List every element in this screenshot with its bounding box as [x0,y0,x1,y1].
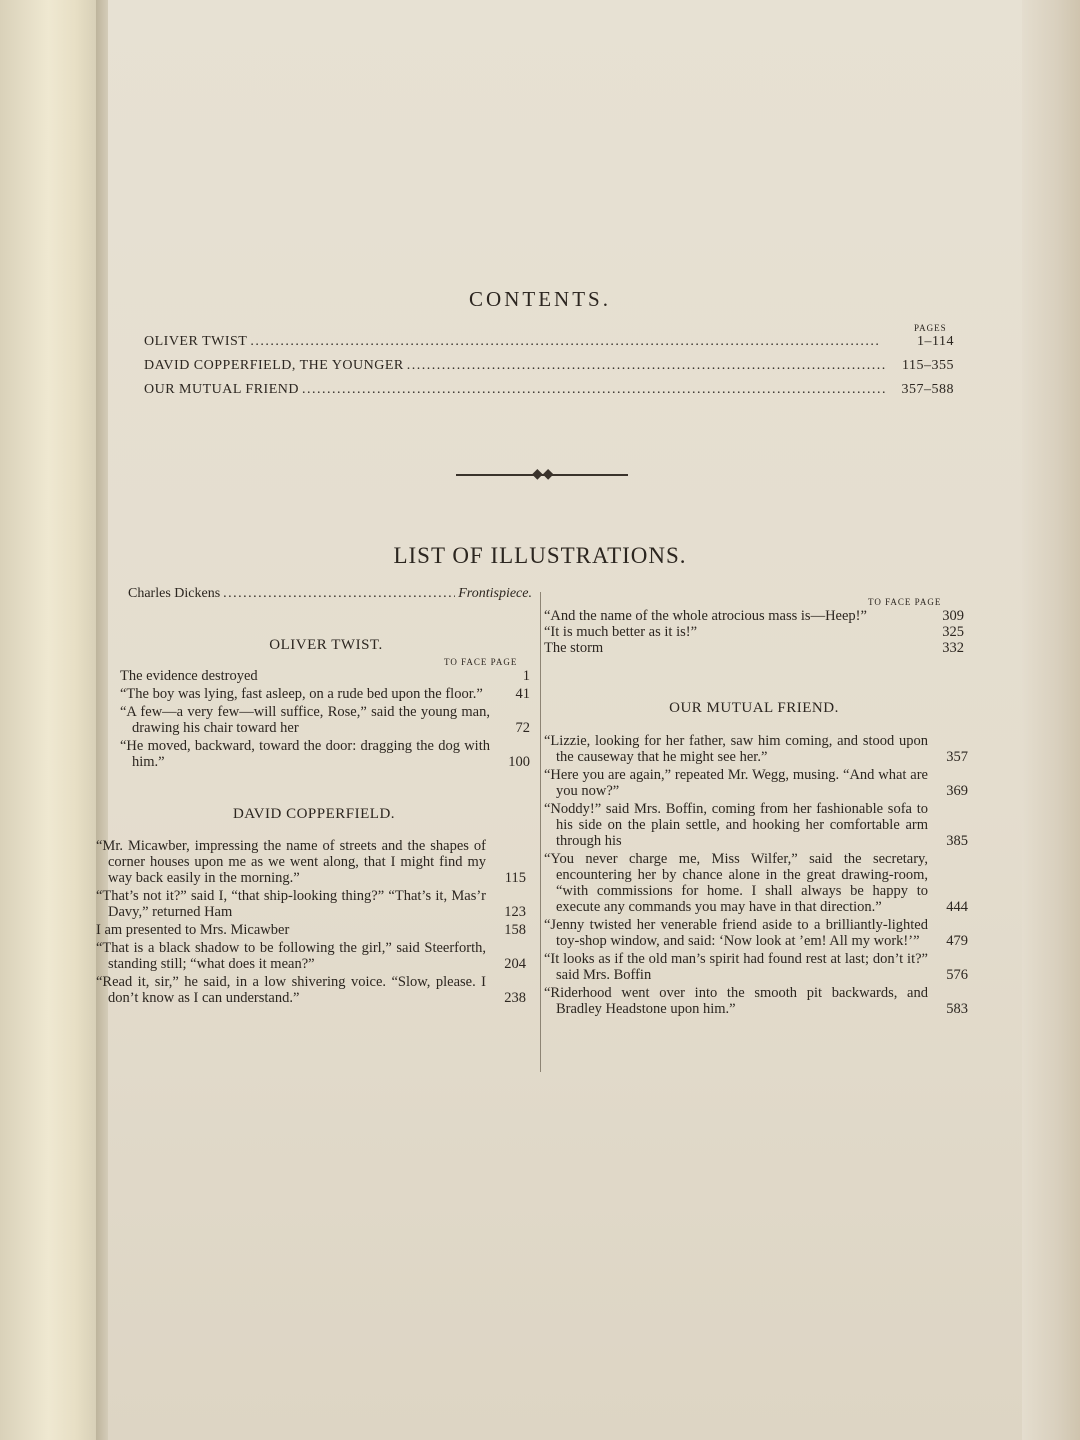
item-page: 583 [946,1001,968,1017]
to-face-page-label: TO FACE PAGE [868,597,942,607]
item-page: 1 [522,668,530,684]
item-text: “That is a black shadow to be following the girl,” said Steerforth, standing still; “what does it mean?” [96,940,486,972]
item-page: 158 [504,922,526,938]
item-page: 444 [946,899,968,915]
list-item [96,974,526,1006]
list-item [120,668,530,684]
contents-row-pages: 115–355 [902,358,954,373]
pages-label: PAGES [914,323,947,333]
frontispiece-label: Frontispiece. [458,586,532,601]
item-text: “The boy was lying, fast asleep, on a rude bed upon the floor.” [120,686,483,702]
item-page: 325 [942,624,964,640]
list-item [544,624,964,640]
item-page: 479 [946,933,968,949]
david-list [96,838,526,1006]
item-page: 576 [946,967,968,983]
item-text: “Jenny twisted her venerable friend aside to a brilliantly-lighted toy-shop window, and said: ‘Now look at ’em! All my work!’” [544,917,928,949]
mutual-heading: OUR MUTUAL FRIEND. [669,700,839,716]
ornament-diamond-icon: ◆◆ [532,467,554,482]
contents-row-pages: 1–114 [917,334,954,349]
list-item [544,851,968,915]
list-item [120,686,530,702]
item-text: “Noddy!” said Mrs. Boffin, coming from her fashionable sofa to his side on the plain settle, and hooking her comfortable arm through his [544,801,928,849]
list-item [544,640,964,656]
list-item [544,951,968,983]
item-page: 72 [515,720,530,736]
item-page: 115 [504,870,526,886]
list-item [544,801,968,849]
item-page: 332 [942,640,964,656]
item-text: The storm [544,640,604,656]
item-text: “Read it, sir,” he said, in a low shivering voice. “Slow, please. I don’t know as I can understand.” [96,974,486,1006]
item-text: “Riderhood went over into the smooth pit backwards, and Bradley Headstone upon him.” [544,985,928,1017]
item-text: The evidence destroyed [120,668,258,684]
contents-row-title: DAVID COPPERFIELD, THE YOUNGER [144,358,404,373]
dot-leader [407,358,887,374]
to-face-page-label: TO FACE PAGE [444,657,518,667]
item-text: “And the name of the whole atrocious mass is—Heep!” [544,608,867,624]
list-item [544,985,968,1017]
item-text: “He moved, backward, toward the door: dragging the dog with him.” [120,738,490,770]
item-page: 204 [504,956,526,972]
contents-row [144,382,954,406]
list-item [544,733,968,765]
item-text: “It is much better as it is!” [544,624,698,640]
contents-list [144,334,954,406]
list-item [120,704,530,736]
list-item [96,922,526,938]
item-page: 357 [946,749,968,765]
item-text: “Lizzie, looking for her father, saw him coming, and stood upon the causeway that he might see her.” [544,733,928,765]
list-item [120,738,530,770]
list-item [96,888,526,920]
item-text: “You never charge me, Miss Wilfer,” said the secretary, encountering her by chance alone in the great drawing-room, “with commissions for home. I shall always be happy to execute any commands you may have in that direction.” [544,851,928,915]
list-item [544,767,968,799]
item-page: 238 [504,990,526,1006]
david-cont-list [544,608,964,656]
list-item [544,917,968,949]
david-heading: DAVID COPPERFIELD. [232,806,396,822]
contents-row-title: OUR MUTUAL FRIEND [144,382,299,397]
contents-title: CONTENTS. [469,287,611,311]
item-page: 123 [504,904,526,920]
item-text: “That’s not it?” said I, “that ship-looking thing?” “That’s it, Mas’r Davy,” returned Ham [96,888,486,920]
list-item [544,608,964,624]
list-item [96,940,526,972]
dot-leader [302,382,887,398]
item-page: 41 [515,686,530,702]
list-item [96,838,526,886]
item-text: I am presented to Mrs. Micawber [96,922,290,938]
item-page: 385 [946,833,968,849]
item-text: “Here you are again,” repeated Mr. Wegg, musing. “And what are you now?” [544,767,928,799]
item-text: “It looks as if the old man’s spirit had found rest at last; don’t it?” said Mrs. Boffin [544,951,928,983]
dot-leader [223,586,455,602]
book-spine-margin [0,0,108,1440]
item-page: 309 [942,608,964,624]
dot-leader [250,334,887,350]
contents-row [144,358,954,382]
mutual-list [544,733,968,1017]
oliver-list [120,668,530,770]
item-text: “A few—a very few—will suffice, Rose,” said the young man, drawing his chair toward her [120,704,490,736]
frontispiece-row [128,586,532,602]
illustrations-title: LIST OF ILLUSTRATIONS. [393,543,687,568]
contents-row-pages: 357–588 [901,382,954,397]
page-edge-shadow [1022,0,1080,1440]
item-page: 369 [946,783,968,799]
item-page: 100 [508,754,530,770]
contents-row [144,334,954,358]
frontispiece-text: Charles Dickens [128,586,221,601]
contents-row-title: OLIVER TWIST [144,334,248,349]
item-text: “Mr. Micawber, impressing the name of streets and the shapes of corner houses upon me as we went along, that I might find my way back easily in the morning.” [96,838,486,886]
oliver-heading: OLIVER TWIST. [269,637,383,653]
column-divider [540,592,541,1072]
